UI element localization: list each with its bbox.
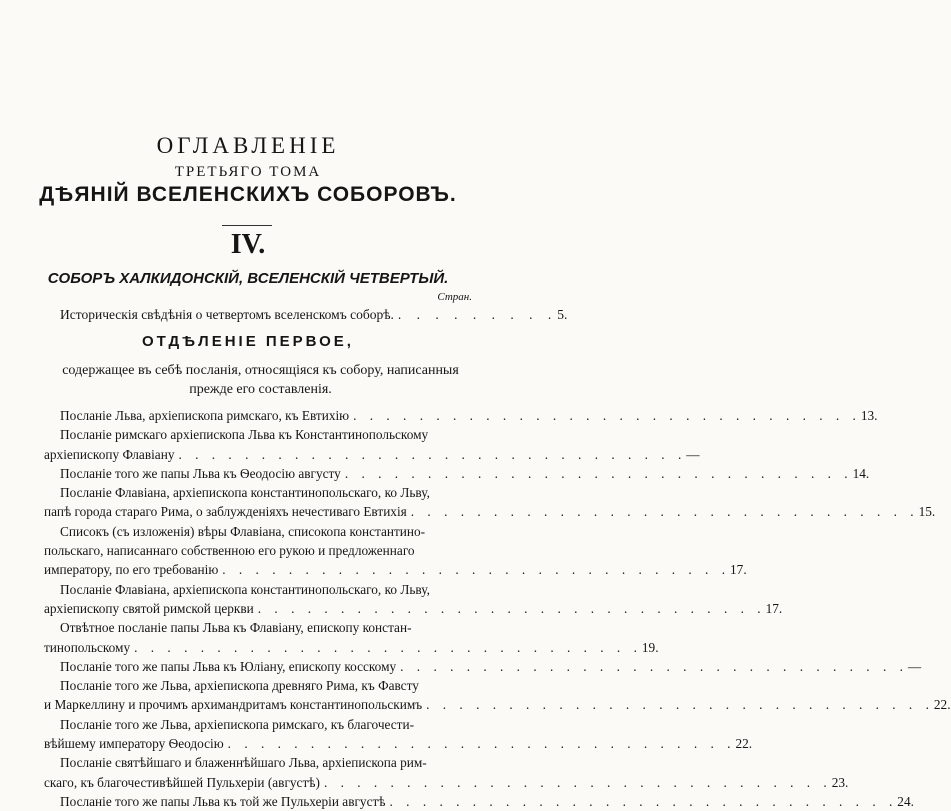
toc-entry-text: Посланіе того же папы Льва къ Юліану, епископу косскому bbox=[60, 658, 397, 674]
toc-entry-text: тинопольскому bbox=[44, 639, 131, 655]
toc-entry[interactable] bbox=[44, 464, 870, 483]
toc-entry-text: Посланіе Льва, архіепископа римскаго, къ Евтихію bbox=[60, 408, 350, 423]
toc-list bbox=[44, 406, 951, 811]
leader-dots: . . . . . . . . . . . . . . . . . . . . . . . . . . . . . . . bbox=[353, 408, 861, 423]
toc-entry-text: Отвѣтное посланіе папы Льва къ Флавіану, епископу констан- bbox=[60, 620, 412, 636]
toc-entry-line bbox=[44, 695, 951, 714]
contents-title: ОГЛАВЛЕНІЕ bbox=[156, 133, 340, 158]
leader-dots: . . . . . . . . . . . . . . . . . . . . . . . . . . . . . . . bbox=[410, 504, 919, 520]
toc-entry-text: вѣйшему императору Ѳеодосію bbox=[44, 736, 224, 752]
toc-entry[interactable] bbox=[44, 522, 747, 580]
toc-entry-text: императору, по его требованію bbox=[44, 562, 219, 578]
leader-dots: . . . . . . . . . . . . . . . . . . . . . . . . . . . . . . . bbox=[178, 446, 687, 462]
toc-page-number: 22. bbox=[735, 736, 753, 752]
toc-entry-line bbox=[44, 599, 783, 618]
toc-entry-text: Посланіе святѣйшаго и блаженнѣйшаго Льва, архіепископа рим- bbox=[60, 755, 427, 771]
book-title: ДѢЯНІЙ ВСЕЛЕНСКИХЪ СОБОРОВЪ. bbox=[39, 183, 457, 206]
toc-entry[interactable] bbox=[44, 792, 914, 811]
toc-page-number: — bbox=[907, 658, 922, 674]
leader-dots: . . . . . . . . . . . . . . . . . . . . . . . . . . . . . . . bbox=[344, 465, 853, 481]
toc-page-number: — bbox=[686, 446, 700, 462]
toc-entry-text: Историческія свѣдѣнія о четвертомъ вселенскомъ соборѣ. bbox=[60, 307, 394, 322]
toc-entry-line bbox=[44, 541, 477, 560]
toc-intro-entry[interactable] bbox=[60, 307, 568, 323]
toc-entry-text: и Маркеллину и прочимъ архимандритамъ константинопольскимъ bbox=[44, 697, 423, 713]
toc-entry-line bbox=[44, 464, 870, 483]
leader-dots: . . . . . . . . . . . . . . . . . . . . . . . . . . . . . . . bbox=[389, 793, 898, 809]
toc-page-number: 15. bbox=[918, 504, 936, 520]
toc-entry-text: Посланіе Флавіана, архіепископа константинопольскаго, ко Льву, bbox=[60, 581, 430, 597]
section-heading: ОТДѢЛЕНІЕ ПЕРВОЕ, bbox=[142, 333, 354, 350]
toc-entry-line bbox=[44, 445, 700, 464]
toc-entry-line bbox=[44, 522, 477, 541]
toc-entry[interactable] bbox=[44, 715, 753, 754]
toc-page-number: 23. bbox=[831, 774, 849, 790]
toc-entry-text: архіепископу святой римской церкви bbox=[44, 600, 254, 616]
toc-entry-line bbox=[44, 715, 477, 734]
toc-entry-text: Посланіе Флавіана, архіепископа константинопольскаго, ко Льву, bbox=[60, 485, 430, 501]
toc-entry-text: скаго, къ благочестивѣйшей Пульхеріи (августѣ) bbox=[44, 774, 320, 790]
toc-entry[interactable] bbox=[44, 406, 878, 425]
toc-entry-line bbox=[44, 502, 936, 521]
toc-entry-line bbox=[44, 773, 849, 792]
title-divider bbox=[222, 225, 272, 226]
toc-entry-text: архіепископу Флавіану bbox=[44, 446, 175, 462]
toc-entry-line bbox=[44, 657, 922, 676]
page-column-label: Стран. bbox=[437, 291, 472, 303]
toc-page-number: 17. bbox=[765, 600, 783, 616]
toc-page-number: 22. bbox=[933, 697, 951, 713]
toc-entry-line bbox=[44, 676, 477, 695]
toc-page-number: 13. bbox=[860, 408, 878, 423]
toc-entry-text: Посланіе того же папы Льва къ Ѳеодосію августу bbox=[60, 465, 341, 481]
toc-entry-text: Посланіе того же Льва, архіепископа древняго Рима, къ Фавсту bbox=[60, 678, 419, 694]
toc-page-number: 14. bbox=[852, 465, 870, 481]
toc-entry-text: польскаго, написаннаго собственною его рукою и предложеннаго bbox=[44, 543, 415, 559]
part-number: IV. bbox=[230, 229, 266, 260]
toc-entry-text: Списокъ (съ изложенія) вѣры Флавіана, списокопа константино- bbox=[60, 523, 426, 539]
leader-dots: . . . . . . . . . . . . . . . . . . . . . . . . . . . . . . . bbox=[400, 658, 908, 674]
leader-dots: . . . . . . . . . . . . . . . . . . . . . . . . . . . . . . . bbox=[426, 697, 934, 713]
toc-entry-line bbox=[44, 560, 747, 579]
toc-entry[interactable] bbox=[44, 580, 783, 619]
council-heading: СОБОРЪ ХАЛКИДОНСКІЙ, ВСЕЛЕНСКІЙ ЧЕТВЕРТЫЙ. bbox=[47, 270, 449, 287]
toc-page-number: 19. bbox=[641, 639, 659, 655]
leader-dots: . . . . . . . . . . . . . . . . . . . . . . . . . . . . . . . bbox=[227, 736, 736, 752]
leader-dots: . . . . . . . . . . . . . . . . . . . . . . . . . . . . . . . bbox=[257, 600, 766, 616]
toc-page-number: 24. bbox=[897, 793, 914, 809]
toc-entry[interactable] bbox=[44, 753, 849, 792]
toc-entry[interactable] bbox=[44, 676, 951, 715]
toc-entry-text: папѣ города стараго Рима, о заблужденіяхъ нечестиваго Евтихія bbox=[44, 504, 407, 520]
toc-entry[interactable] bbox=[44, 657, 922, 676]
leader-dots: . . . . . . . . . . . . . . . . . . . . . . . . . . . . . . . bbox=[222, 562, 731, 578]
toc-entry-text: Посланіе того же папы Льва къ той же Пульхеріи августѣ bbox=[60, 793, 386, 809]
toc-page-number: 5. bbox=[557, 307, 568, 322]
toc-entry-line bbox=[44, 406, 878, 425]
toc-page-number: 17. bbox=[730, 562, 747, 578]
leader-dots: . . . . . . . . . . . . . . . . . . . . . . . . . . . . . . . bbox=[134, 639, 642, 655]
toc-entry-line bbox=[44, 425, 477, 444]
toc-entry[interactable] bbox=[44, 618, 659, 657]
toc-entry-line bbox=[44, 753, 477, 772]
toc-entry[interactable] bbox=[44, 483, 936, 522]
section-description: содержащее въ себѣ посланія, относящіяся къ собору, написанныя прежде его составленія. bbox=[62, 363, 459, 397]
toc-entry-line bbox=[44, 638, 659, 657]
toc-entry-line bbox=[44, 580, 477, 599]
toc-entry-line bbox=[44, 618, 477, 637]
toc-entry-line bbox=[44, 483, 477, 502]
toc-entry-text: Посланіе римскаго архіепископа Льва къ Константинопольскому bbox=[60, 427, 429, 443]
leader-dots: . . . . . . . . . bbox=[397, 307, 558, 322]
toc-entry-text: Посланіе того же Льва, архіепископа римскаго, къ благочести- bbox=[60, 716, 415, 732]
toc-entry[interactable] bbox=[44, 425, 700, 464]
toc-entry-line bbox=[44, 792, 914, 811]
volume-subtitle: ТРЕТЬЯГО ТОМА bbox=[174, 164, 322, 180]
toc-entry-line bbox=[44, 734, 753, 753]
leader-dots: . . . . . . . . . . . . . . . . . . . . . . . . . . . . . . . bbox=[323, 774, 832, 790]
